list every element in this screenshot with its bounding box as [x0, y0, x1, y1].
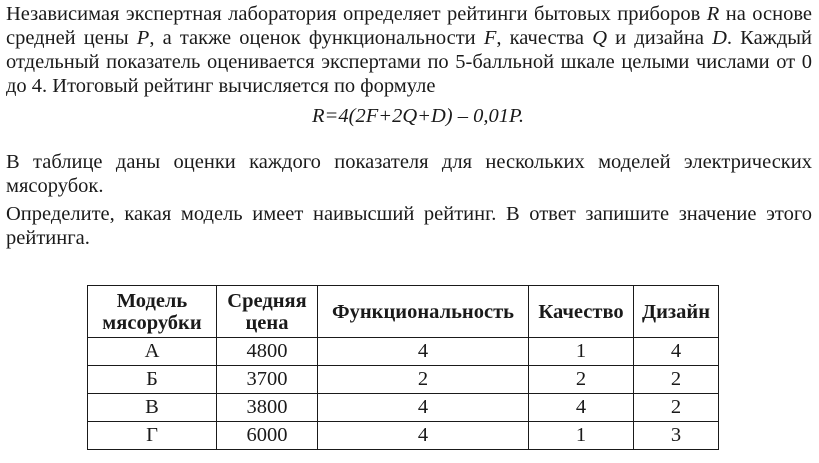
formula-text: R=4(2F+2Q+D) – 0,01P. [312, 105, 524, 127]
intro-text: , а также оценок функциональности [149, 27, 484, 49]
intro-text: и дизайна [607, 27, 713, 49]
cell-price: 6000 [217, 422, 318, 450]
cell-functionality: 4 [318, 338, 529, 366]
intro-text: Независимая экспертная лаборатория определяет рейтинги бытовых приборов [6, 3, 707, 25]
cell-quality: 1 [529, 422, 634, 450]
cell-functionality: 4 [318, 394, 529, 422]
task-question: Определите, какая модель имеет наивысший рейтинг. В ответ запишите значение этого рейтинга. [6, 203, 812, 249]
table-row [88, 394, 719, 422]
variable-p: P [136, 27, 150, 49]
cell-functionality: 2 [318, 366, 529, 394]
ratings-table [87, 285, 719, 450]
cell-model: В [88, 394, 217, 422]
cell-design: 2 [634, 394, 719, 422]
rating-formula [6, 104, 812, 128]
table-row [88, 338, 719, 366]
cell-quality: 1 [529, 338, 634, 366]
table-description: В таблице даны оценки каждого показателя для нескольких моделей электрических мясорубок. [6, 151, 812, 197]
header-price: Средняя цена [217, 286, 318, 338]
intro-paragraph [6, 2, 812, 98]
cell-model: А [88, 338, 217, 366]
header-design: Дизайн [634, 286, 719, 338]
table-row [88, 366, 719, 394]
cell-design: 2 [634, 366, 719, 394]
header-functionality: Функциональность [318, 286, 529, 338]
cell-model: Г [88, 422, 217, 450]
cell-price: 3800 [217, 394, 318, 422]
cell-model: Б [88, 366, 217, 394]
problem-text [6, 2, 812, 250]
cell-functionality: 4 [318, 422, 529, 450]
table-row [88, 422, 719, 450]
intro-text: на основе средней цены [6, 3, 812, 49]
ratings-table-wrapper [87, 285, 719, 450]
variable-r: R [706, 3, 720, 25]
table-header-row [88, 286, 719, 338]
variable-q: Q [592, 27, 608, 49]
intro-text: . Каждый отдельный показатель оценивается экспертами по 5-балльной шкале целыми числами от 0 до 4. Итоговый рейтинг вычисляется по формуле [6, 27, 813, 97]
cell-design: 4 [634, 338, 719, 366]
intro-text: , качества [496, 27, 593, 49]
header-quality: Качество [529, 286, 634, 338]
cell-design: 3 [634, 422, 719, 450]
variable-f: F [483, 27, 497, 49]
cell-price: 3700 [217, 366, 318, 394]
variable-d: D [712, 27, 727, 49]
header-model: Модель мясорубки [88, 286, 217, 338]
cell-price: 4800 [217, 338, 318, 366]
cell-quality: 4 [529, 394, 634, 422]
cell-quality: 2 [529, 366, 634, 394]
